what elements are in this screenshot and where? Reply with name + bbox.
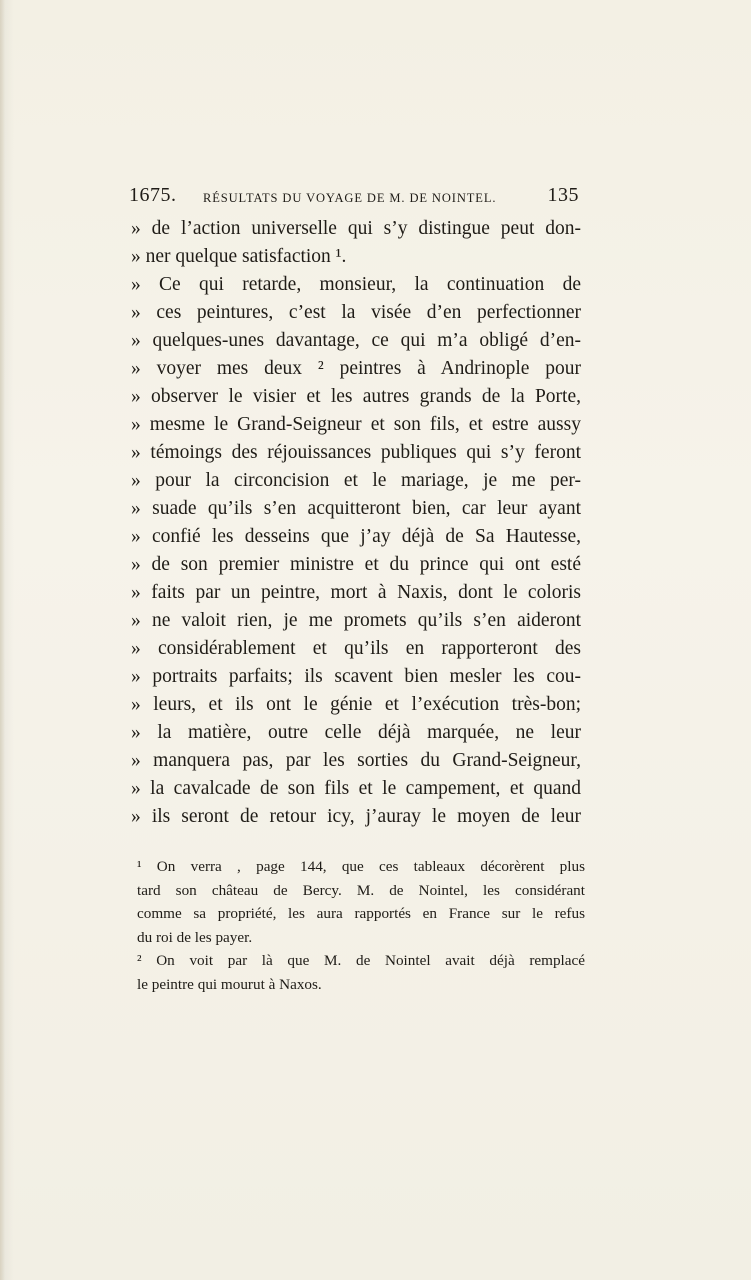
running-head-year: 1675. [129,184,177,206]
text-line: » ner quelque satisfaction ¹. [131,246,347,267]
text-line: » pour la circoncision et le mariage, je me per- [131,470,581,491]
text-line: » manquera pas, par les sorties du Grand-Seigneur, [131,750,581,771]
text-line: » leurs, et ils ont le génie et l’exécution très-bon; [131,694,581,715]
text-line: » de l’action universelle qui s’y distingue peut don- [131,218,581,239]
body-text [131,215,581,831]
text-line: » ils seront de retour icy, j’auray le moyen de leur [131,806,581,827]
text-line: » faits par un peintre, mort à Naxis, dont le coloris [131,582,581,603]
footnotes [137,855,585,996]
text-line: » la matière, outre celle déjà marquée, ne leur [131,722,581,743]
footnote-line: tard son château de Bercy. M. de Nointel, les considérant [137,881,585,899]
running-head [129,184,579,214]
text-line: » témoings des réjouissances publiques qui s’y feront [131,442,581,463]
footnote-line: comme sa propriété, les aura rapportés en France sur le refus [137,905,585,922]
page-binding-edge [0,0,5,1280]
text-line: » ne valoit rien, je me promets qu’ils s’en aideront [131,610,581,631]
footnote-line: ² On voit par là que M. de Nointel avait déjà remplacé [137,952,585,969]
footnote-line: ¹ On verra , page 144, que ces tableaux décorèrent plus [137,858,585,875]
text-line: » considérablement et qu’ils en rapporteront des [131,638,581,659]
running-head-title: RÉSULTATS DU VOYAGE DE M. DE NOINTEL. [203,191,497,205]
footnote-line: le peintre qui mourut à Naxos. [137,975,322,993]
text-line: » mesme le Grand-Seigneur et son fils, et estre aussy [131,414,581,435]
page-number: 135 [547,184,579,206]
text-line: » Ce qui retarde, monsieur, la continuation de [131,274,581,295]
text-line: » ces peintures, c’est la visée d’en perfectionner [131,302,581,323]
text-line: » voyer mes deux ² peintres à Andrinople pour [131,358,581,379]
text-line: » la cavalcade de son fils et le campement, et quand [131,778,581,799]
text-line: » suade qu’ils s’en acquitteront bien, car leur ayant [131,498,581,519]
text-line: » de son premier ministre et du prince qui ont esté [131,554,581,575]
text-line: » observer le visier et les autres grands de la Porte, [131,386,581,407]
text-line: » portraits parfaits; ils scavent bien mesler les cou- [131,666,581,687]
footnote-line: du roi de les payer. [137,928,253,946]
text-line: » confié les desseins que j’ay déjà de Sa Hautesse, [131,526,581,547]
text-line: » quelques-unes davantage, ce qui m’a obligé d’en- [131,330,581,351]
